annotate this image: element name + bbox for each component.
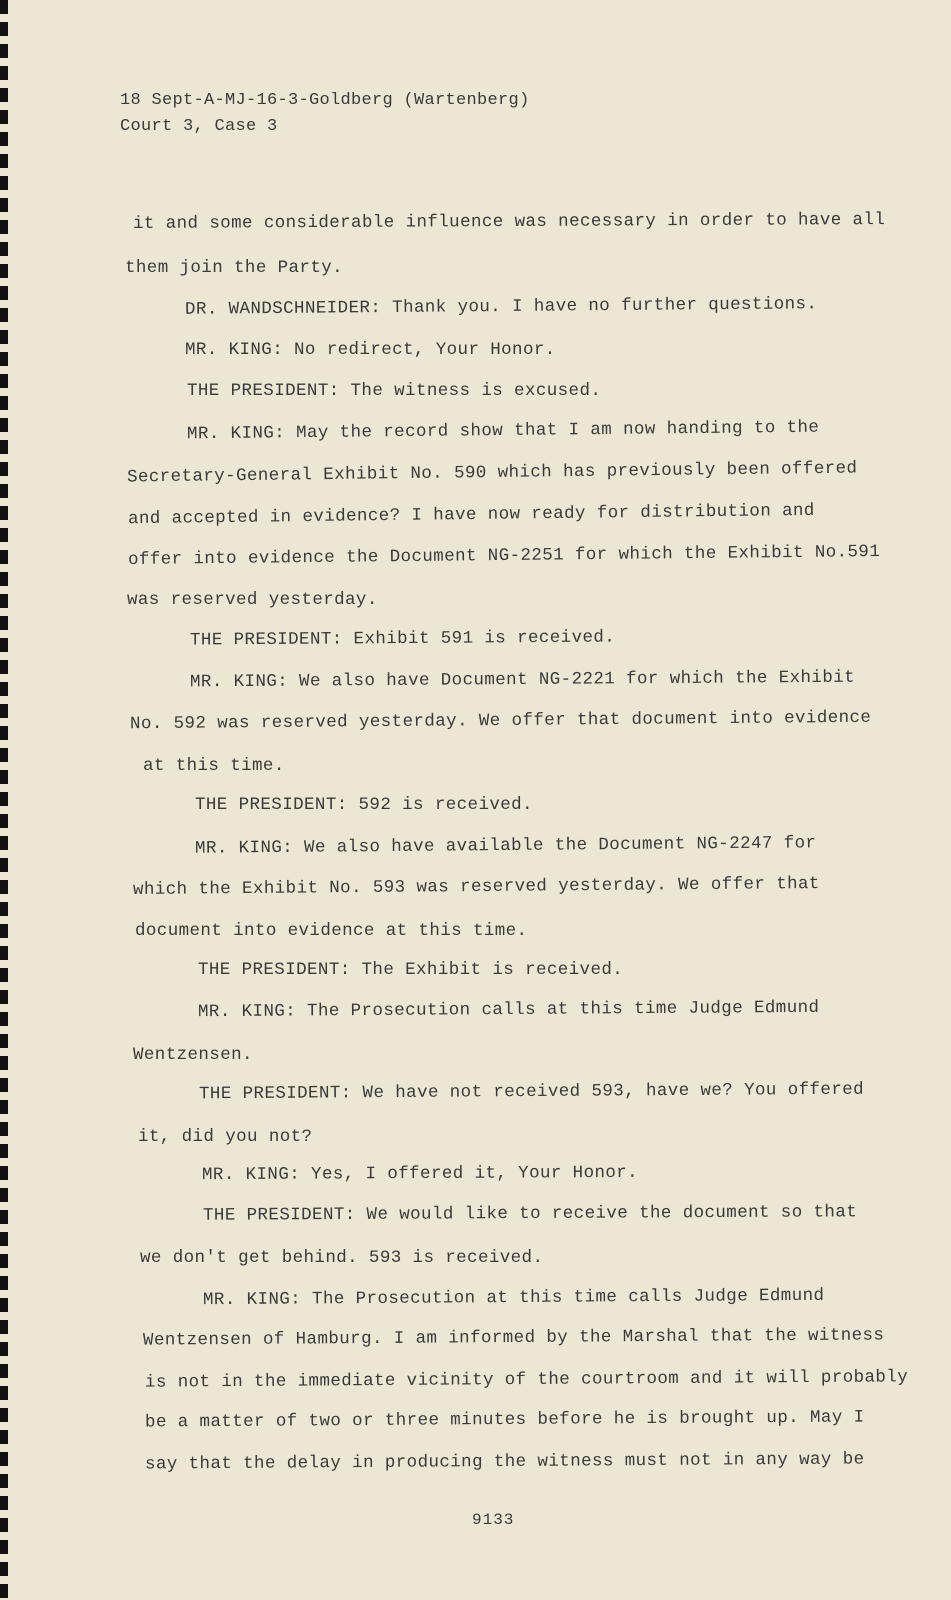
text-line: MR. KING: Yes, I offered it, Your Honor. — [201, 1162, 639, 1186]
text-line: is not in the immediate vicinity of the courtroom and it will probably — [144, 1367, 909, 1393]
text-line: at this time. — [143, 756, 285, 776]
text-line: THE PRESIDENT: We would like to receive the document so that — [202, 1202, 858, 1226]
text-line: THE PRESIDENT: Exhibit 591 is received. — [189, 627, 616, 651]
text-line: Wentzensen of Hamburg. I am informed by the Marshal that the witness — [142, 1325, 885, 1351]
text-line: MR. KING: The Prosecution at this time calls Judge Edmund — [202, 1285, 825, 1311]
text-line: THE PRESIDENT: We have not received 593, have we? You offered — [198, 1079, 865, 1105]
text-line: document into evidence at this time. — [135, 921, 528, 941]
text-line: and accepted in evidence? I have now ready for distribution and — [127, 500, 815, 530]
text-line: was reserved yesterday. — [127, 590, 378, 610]
page-number: 9133 — [472, 1511, 515, 1529]
text-line: be a matter of two or three minutes before he is brought up. May I — [144, 1407, 865, 1433]
text-line: MR. KING: May the record show that I am now handing to the — [186, 417, 820, 445]
text-line: THE PRESIDENT: The Exhibit is received. — [198, 960, 624, 980]
text-line: offer into evidence the Document NG-2251 for which the Exhibit No.591 — [127, 542, 881, 570]
text-line: No. 592 was reserved yesterday. We offer that document into evidence — [129, 707, 872, 735]
text-line: DR. WANDSCHNEIDER: Thank you. I have no further questions. — [184, 294, 818, 320]
text-line: say that the delay in producing the witness must not in any way be — [144, 1449, 865, 1475]
text-line: Wentzensen. — [133, 1045, 253, 1065]
page-edge-binding — [0, 0, 8, 1600]
text-line: it and some considerable influence was necessary in order to have all — [132, 210, 886, 234]
text-line: them join the Party. — [125, 258, 344, 278]
text-line: which the Exhibit No. 593 was reserved yesterday. We offer that — [132, 874, 820, 900]
text-line: MR. KING: The Prosecution calls at this time Judge Edmund — [197, 997, 820, 1023]
text-line: THE PRESIDENT: 592 is received. — [195, 795, 533, 815]
text-line: THE PRESIDENT: The witness is excused. — [187, 381, 602, 401]
text-line: MR. KING: We also have available the Document NG-2247 for — [194, 833, 817, 859]
text-line: it, did you not? — [138, 1127, 313, 1147]
header-court-case: Court 3, Case 3 — [120, 117, 278, 136]
text-line: Secretary-General Exhibit No. 590 which has previously been offered — [126, 458, 858, 488]
page-header — [120, 88, 530, 140]
text-line: MR. KING: No redirect, Your Honor. — [185, 340, 556, 360]
text-line: we don't get behind. 593 is received. — [140, 1248, 544, 1268]
header-reference: 18 Sept-A-MJ-16-3-Goldberg (Wartenberg) — [120, 91, 530, 110]
text-line: MR. KING: We also have Document NG-2221 for which the Exhibit — [189, 667, 856, 693]
